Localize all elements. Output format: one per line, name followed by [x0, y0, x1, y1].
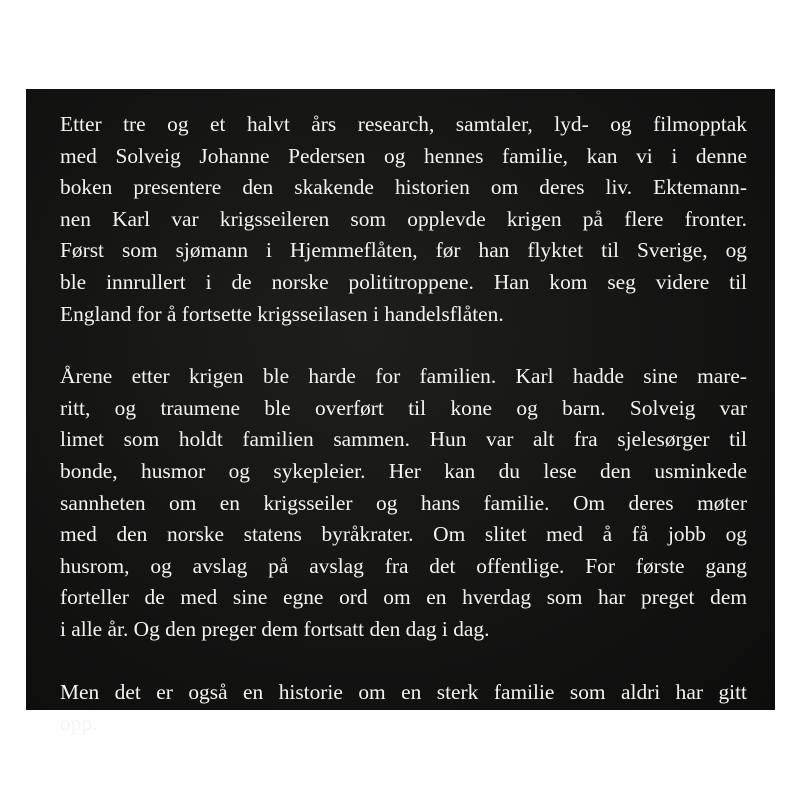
- text-line: Årene etter krigen ble harde for familien. Karl hadde sine mare-: [60, 364, 747, 389]
- text-line: nen Karl var krigsseileren som opplevde krigen på flere fronter.: [60, 206, 747, 231]
- book-back-cover: [26, 89, 775, 736]
- text-line: i alle år. Og den preger dem fortsatt den dag i dag.: [60, 616, 490, 641]
- text-line: Men det er også en historie om en sterk familie som aldri har gitt: [60, 679, 747, 704]
- text-line: forteller de med sine egne ord om en hverdag som har preget dem: [60, 585, 747, 610]
- text-line: ritt, og traumene ble overført til kone og barn. Solveig var: [60, 395, 747, 420]
- paragraph-2: [60, 361, 747, 645]
- paragraph-1: [60, 109, 747, 330]
- text-line: med den norske statens byråkrater. Om slitet med å få jobb og: [60, 522, 747, 547]
- text-line: boken presentere den skakende historien om deres liv. Ektemann-: [60, 175, 747, 200]
- text-line: ble innrullert i de norske polititroppene. Han kom seg videre til: [60, 269, 747, 294]
- text-line: bonde, husmor og sykepleier. Her kan du lese den usminkede: [60, 458, 747, 483]
- text-line: med Solveig Johanne Pedersen og hennes familie, kan vi i denne: [60, 143, 747, 168]
- text-line: husrom, og avslag på avslag fra det offentlige. For første gang: [60, 553, 747, 578]
- text-line: England for å fortsette krigsseilasen i handelsflåten.: [60, 301, 504, 326]
- text-line: sannheten om en krigsseiler og hans familie. Om deres møter: [60, 490, 747, 515]
- paragraph-3: [60, 677, 747, 740]
- text-line: opp.: [60, 711, 98, 736]
- text-line: Først som sjømann i Hjemmeflåten, før han flyktet til Sverige, og: [60, 238, 747, 263]
- text-line: limet som holdt familien sammen. Hun var alt fra sjelesørger til: [60, 427, 747, 452]
- text-line: Etter tre og et halvt års research, samtaler, lyd- og filmopptak: [60, 112, 747, 136]
